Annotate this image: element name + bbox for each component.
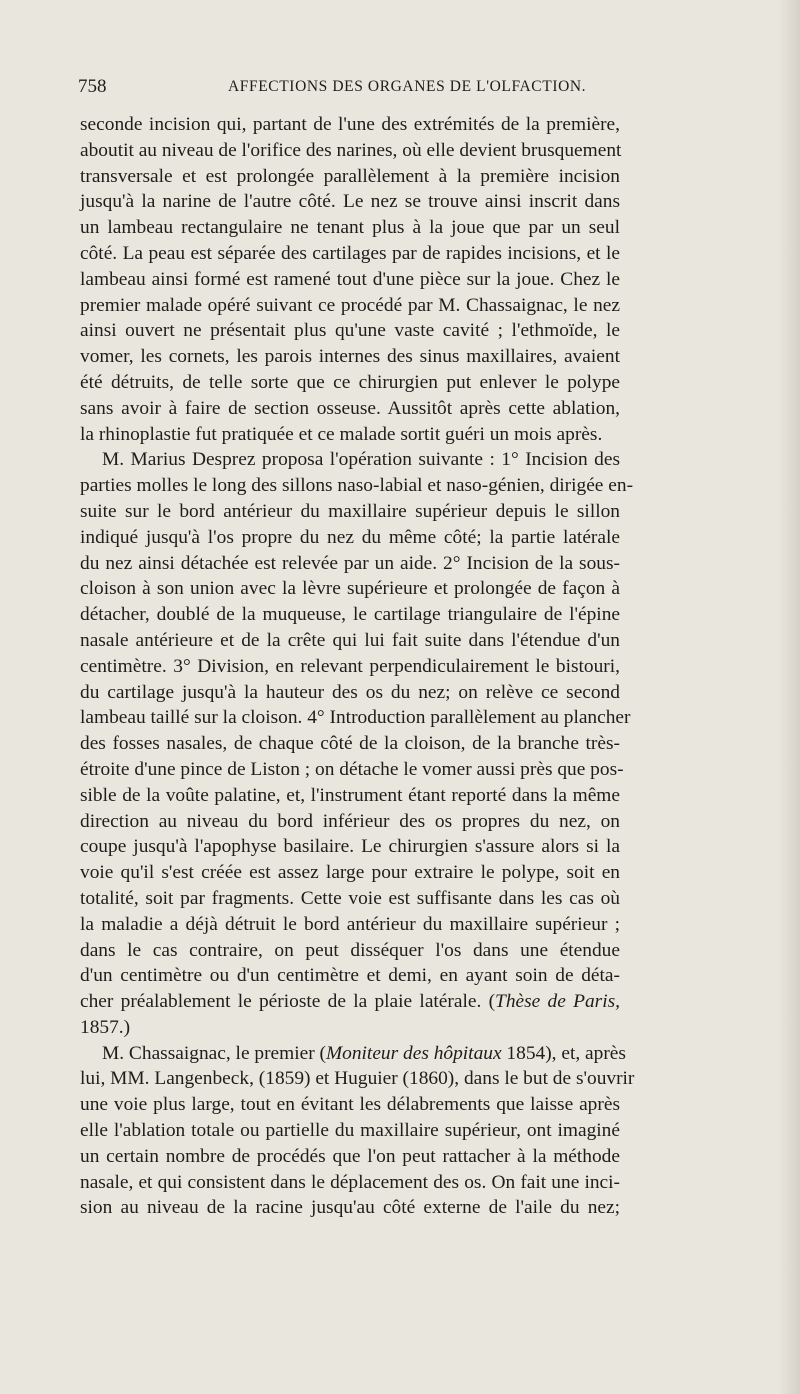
text-line: M. Marius Desprez proposa l'opération suivante : 1° Incision des	[102, 449, 620, 471]
paragraph-1	[80, 112, 620, 447]
text-segment: M. Chassaignac, le premier (	[102, 1042, 326, 1064]
text-line: lambeau ainsi formé est ramené tout d'une pièce sur la joue. Chez le	[80, 268, 620, 290]
text-line: jusqu'à la narine de l'autre côté. Le nez se trouve ainsi inscrit dans	[80, 191, 620, 213]
page-edge-shadow	[778, 0, 800, 1394]
text-line: sion au niveau de la racine jusqu'au côté externe de l'aile du nez;	[80, 1197, 620, 1219]
text-line: direction au niveau du bord inférieur des os propres du nez, on	[80, 810, 620, 832]
text-line: totalité, soit par fragments. Cette voie est suffisante dans les cas où	[80, 887, 620, 909]
text-line: voie qu'il s'est créée est assez large pour extraire le polype, soit en	[80, 862, 620, 884]
text-line: ainsi ouvert ne présentait plus qu'une vaste cavité ; l'ethmoïde, le	[80, 320, 620, 342]
text-line: elle l'ablation totale ou partielle du maxillaire supérieur, ont imaginé	[80, 1120, 620, 1142]
text-line: sible de la voûte palatine, et, l'instrument étant reporté dans la même	[80, 784, 620, 806]
text-line: du nez ainsi détachée est relevée par un aide. 2° Incision de la sous-	[80, 552, 620, 574]
text-line: dans le cas contraire, on peut disséquer l'os dans une étendue	[80, 939, 620, 961]
text-line: premier malade opéré suivant ce procédé par M. Chassaignac, le nez	[80, 294, 620, 316]
running-title: AFFECTIONS DES ORGANES DE L'OLFACTION.	[228, 78, 587, 95]
text-line: été détruits, de telle sorte que ce chirurgien put enlever le polype	[80, 371, 620, 393]
text-line: d'un centimètre ou d'un centimètre et demi, en ayant soin de déta-	[80, 965, 620, 987]
text-line: du cartilage jusqu'à la hauteur des os du nez; on relève ce second	[80, 681, 620, 703]
text-line: aboutit au niveau de l'orifice des narines, où elle devient brusquement	[80, 139, 622, 161]
text-line: centimètre. 3° Division, en relevant perpendiculairement le bistouri,	[80, 655, 620, 677]
body-text	[80, 112, 635, 1221]
text-line	[80, 989, 620, 1015]
citation-title: Moniteur des hôpitaux	[326, 1042, 502, 1064]
text-line: suite sur le bord antérieur du maxillaire supérieur depuis le sillon	[80, 500, 620, 522]
paragraph-3	[80, 1041, 635, 1222]
citation-title: Thèse de Paris,	[495, 991, 620, 1013]
text-line: détacher, doublé de la muqueuse, le cartilage triangulaire de l'épine	[80, 604, 620, 626]
text-line: un lambeau rectangulaire ne tenant plus à la joue que par un seul	[80, 217, 620, 239]
paragraph-2	[80, 447, 634, 1040]
text-line: parties molles le long des sillons naso-labial et naso-génien, dirigée en-	[80, 475, 634, 497]
text-line: sans avoir à faire de section osseuse. Aussitôt après cette ablation,	[80, 397, 620, 419]
page-header	[78, 76, 678, 104]
text-line: indiqué jusqu'à l'os propre du nez du même côté; la partie latérale	[80, 526, 620, 548]
text-line: la rhinoplastie fut pratiquée et ce malade sortit guéri un mois après.	[80, 423, 603, 445]
page-number: 758	[78, 76, 107, 97]
text-line: vomer, les cornets, les parois internes des sinus maxillaires, avaient	[80, 346, 620, 368]
text-line	[80, 1041, 626, 1067]
text-segment: 1854), et, après	[501, 1042, 626, 1064]
text-line: cloison à son union avec la lèvre supérieure et prolongée de façon à	[80, 578, 620, 600]
text-line: transversale et est prolongée parallèlement à la première incision	[80, 165, 620, 187]
text-line: des fosses nasales, de chaque côté de la cloison, de la branche très-	[80, 733, 620, 755]
text-line: la maladie a déjà détruit le bord antérieur du maxillaire supérieur ;	[80, 913, 620, 935]
text-line: côté. La peau est séparée des cartilages par de rapides incisions, et le	[80, 242, 620, 264]
text-line: seconde incision qui, partant de l'une des extrémités de la première,	[80, 114, 620, 135]
text-line: nasale, et qui consistent dans le déplacement des os. On fait une inci-	[80, 1171, 620, 1193]
text-segment: cher préalablement le périoste de la plaie latérale. (	[80, 991, 496, 1013]
text-line: une voie plus large, tout en évitant les délabrements que laisse après	[80, 1094, 620, 1116]
text-line: lui, MM. Langenbeck, (1859) et Huguier (1860), dans le but de s'ouvrir	[80, 1068, 635, 1090]
text-line: étroite d'une pince de Liston ; on détache le vomer aussi près que pos-	[80, 758, 624, 780]
text-line: lambeau taillé sur la cloison. 4° Introduction parallèlement au plancher	[80, 707, 631, 729]
text-line: 1857.)	[80, 1016, 131, 1038]
text-line: un certain nombre de procédés que l'on peut rattacher à la méthode	[80, 1145, 620, 1167]
text-line: nasale antérieure et de la crête qui lui fait suite dans l'étendue d'un	[80, 629, 620, 651]
text-line: coupe jusqu'à l'apophyse basilaire. Le chirurgien s'assure alors si la	[80, 836, 620, 858]
